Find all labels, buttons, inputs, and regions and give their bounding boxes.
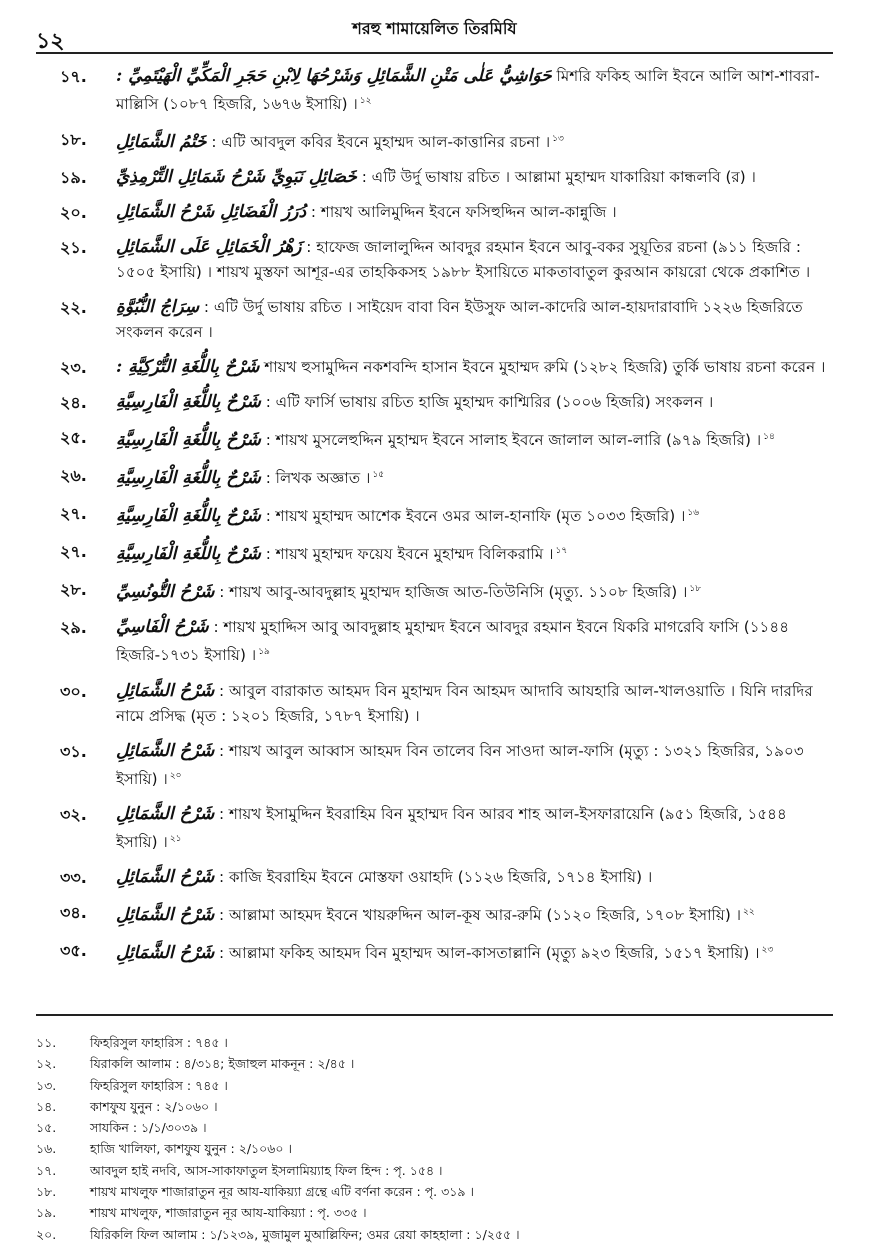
entry-text: শায়খ হুসামুদ্দিন নকশবন্দি হাসান ইবনে মুহাম্মদ রুমি (১২৮২ হিজরি) তুর্কি ভাষায় রচনা করেন ।: [264, 358, 826, 377]
entry-item: [60, 615, 833, 668]
footnote-text: যিরিকলি ফিল আলাম : ১/১২৩৯, মুজামুল মুআল্লিফিন; ওমর রেযা কাহহালা : ১/২৫৫ ।: [90, 1226, 520, 1242]
footnote-reference: ২০: [169, 770, 182, 781]
entry-text: মিশরি ফকিহ আলি ইবনে আলি আশ-শাবরা-মাল্লিসি (১০৮৭ হিজরি, ১৬৭৬ ইসায়ি) ।: [116, 67, 820, 114]
entry-number: ৩৪.: [60, 902, 87, 922]
entry-arabic-title: شَرْحُ الشَّمَائِلِ: [116, 866, 215, 887]
entry-number: ২০.: [60, 203, 87, 223]
entry-arabic-title: سِرَاجُ النُّبُوَّةِ: [116, 297, 200, 318]
footnote-number: ১৭.: [36, 1162, 57, 1178]
entry-item: [60, 64, 833, 117]
entry-item: [60, 390, 833, 415]
footnote-text: হাজি খালিফা, কাশফুয যুনুন : ২/১০৬০ ।: [90, 1141, 292, 1157]
entry-item: [60, 900, 833, 928]
page-header: [0, 8, 869, 54]
entry-number: ৩২.: [60, 804, 87, 824]
entry-number: ৩৩.: [60, 867, 87, 887]
footnote-text: ফিহরিসুল ফাহারিস : ৭৪৫ ।: [90, 1035, 228, 1050]
entry-text: : শায়খ আবুল আব্বাস আহমদ বিন তালেব বিন সাওদা আল-ফাসি (মৃত্যু : ১৩২১ হিজরির, ১৯০৩ ইসায়ি) ।: [116, 741, 804, 788]
footnote-reference: ১৬: [687, 508, 700, 519]
footnote-text: সাযকিন : ১/১/৩০৩৯ ।: [90, 1120, 207, 1136]
footnote-text: যিরাকলি আলাম : ৪/৩১৪; ইজাহুল মাকনূন : ২/৪৫ ।: [90, 1056, 355, 1072]
entry-number: ৩৫.: [60, 940, 87, 960]
entry-number: ২৬.: [60, 466, 87, 486]
entry-arabic-title: خَتْمُ الشَّمَائِلِ: [116, 132, 207, 153]
entry-arabic-title: شَرْحُ الشَّمَائِلِ: [116, 740, 215, 761]
entry-text: : লিখক অজ্ঞাত ।: [265, 469, 371, 488]
footnote-number: ১৩.: [36, 1077, 57, 1093]
entry-item: [60, 425, 833, 453]
entry-item: [60, 938, 833, 966]
entry-text: : আল্লামা আহমদ ইবনে খায়রুদ্দিন আল-কূষ আর-রুমি (১১২০ হিজরি, ১৭০৮ ইসায়ি) ।: [219, 905, 742, 924]
footnote-item: [36, 1181, 833, 1202]
footnote-item: [36, 1117, 833, 1138]
entry-arabic-title: دُرَرُ الْفَضَائِلِ شَرْحُ الشَّمَائِلِ: [116, 202, 307, 223]
entry-item: [60, 355, 833, 380]
footnote-item: [36, 1160, 833, 1181]
entry-text: : কাজি ইবরাহিম ইবনে মোস্তফা ওয়াহদি (১১২৬ হিজরি, ১৭১৪ ইসায়ি) ।: [219, 867, 653, 886]
footnote-list: [36, 1032, 833, 1245]
footnote-item: [36, 1202, 833, 1223]
footnote-item: [36, 1032, 833, 1053]
footnote-reference: ২২: [743, 906, 755, 917]
entry-number: ১৭.: [60, 67, 87, 86]
entry-item: [60, 577, 833, 605]
entry-arabic-title: زَهْرُ الْخَمَائِلِ عَلَى الشَّمَائِلِ: [116, 237, 302, 258]
entry-arabic-title: شَرْحُ الشَّمَائِلِ: [116, 942, 215, 963]
footnote-reference: ১৫: [372, 470, 385, 481]
entry-number: ২৮.: [60, 580, 87, 600]
footnote-item: [36, 1075, 833, 1096]
entry-arabic-title: شَرْحُ الشَّمَائِلِ: [116, 680, 215, 701]
footnote-reference: ১২: [359, 96, 372, 106]
entry-text: : এটি উর্দু ভাষায় রচিত । আল্লামা মুহাম্মদ যাকারিয়া কান্ধলবি (র) ।: [361, 168, 756, 187]
footnote-number: ২০.: [36, 1226, 57, 1242]
footnote-number: ১৬.: [36, 1141, 57, 1157]
footnote-text: শায়খ মাখলুফ, শাজারাতুন নূর আয-যাকিয়্যা : পৃ. ৩৩৫ ।: [90, 1205, 367, 1221]
entry-arabic-title: شَرْحُ الْفَاسِيِّ: [116, 617, 209, 638]
footnote-reference: ১৮: [689, 584, 702, 595]
entry-item: [60, 501, 833, 529]
entry-arabic-title: شَرْحُ الشَّمَائِلِ: [116, 904, 215, 925]
entry-arabic-title: شَرْحٌ بِاللُّغَةِ الْفَارِسِيَّةِ: [116, 468, 261, 489]
entry-item: [60, 463, 833, 491]
entry-item: [60, 165, 833, 190]
footnote-reference: ১৩: [552, 134, 564, 145]
entry-number: ২৩.: [60, 358, 87, 378]
entry-text: : শায়খ মুহাদ্দিস আবু আবদুল্লাহ মুহাম্মদ ইবনে আবদুর রহমান ইবনে যিকরি মাগরেবি ফাসি (১১৪৪ হিজরি-১৭৩১ ইসায়ি) ।: [116, 618, 790, 665]
entry-item: [60, 739, 833, 792]
entry-arabic-title: شَرْحٌ بِاللُّغَةِ الْفَارِسِيَّةِ: [116, 506, 261, 527]
entry-text: : এটি ফার্সি ভাষায় রচিত হাজি মুহাম্মদ কাশ্মিরির (১০০৬ হিজরি) সংকলন ।: [265, 393, 714, 412]
entry-number: ২৭.: [60, 542, 87, 562]
entry-number: ২৫.: [60, 428, 87, 448]
footnote-item: [36, 1138, 833, 1159]
footnote-item: [36, 1096, 833, 1117]
entry-number: ২৯.: [60, 618, 87, 638]
entry-item: [60, 679, 833, 729]
footnote-number: ১৫.: [36, 1120, 57, 1136]
footnote-text: ফিহরিসুল ফাহারিস : ৭৪৫ ।: [90, 1077, 228, 1093]
entry-arabic-title: شَرْحٌ بِاللُّغَةِ الْفَارِسِيَّةِ: [116, 430, 261, 451]
entry-number: ১৯.: [60, 168, 87, 188]
entry-number: ২২.: [60, 298, 87, 318]
footnote-number: ১৪.: [36, 1098, 57, 1114]
entry-number: ২১.: [60, 238, 87, 258]
footnote-reference: ২৩: [761, 944, 774, 955]
footnote-text: শায়খ মাখলুফ শাজারাতুন নূর আয-যাকিয়্যা গ্রন্থে এটি বর্ণনা করেন : পৃ. ৩১৯ ।: [90, 1184, 474, 1200]
footnote-reference: ১৯: [258, 647, 270, 658]
entry-arabic-title: شَرْحُ الشَّمَائِلِ: [116, 803, 215, 824]
footnote-reference: ১৭: [555, 546, 568, 557]
entry-arabic-title: شَرْحٌ بِاللُّغَةِ الْفَارِسِيَّةِ: [116, 544, 261, 565]
entry-arabic-title: شَرْحٌ بِاللُّغَةِ الْفَارِسِيَّةِ: [116, 392, 261, 413]
entry-number: ২৪.: [60, 393, 87, 413]
footnote-text: আবদুল হাই নদবি, আস-সাকাফাতুল ইসলামিয়্যাহ ফিল হিন্দ : পৃ. ১৫৪ ।: [90, 1162, 443, 1178]
entry-item: [60, 802, 833, 855]
entry-item: [60, 539, 833, 567]
entry-arabic-title: شَرْحٌ بِاللُّغَةِ التُّرْكِيَّةِ :: [116, 357, 260, 378]
entry-text: : আবুল বারাকাত আহমদ বিন মুহাম্মদ বিন আহমদ আদাবি আযহারি আল-খালওয়াতি । যিনি দারদির নামে প্রসিদ্ধ (মৃত : ১২০১ হিজরি, ১৭৮৭ ইসায়ি) ।: [116, 681, 813, 725]
entry-arabic-title: خَصَائِلِ نَبَوِيِّ شَرْحُ شَمَائِلِ التِّرْمِذِيِّ: [116, 167, 357, 188]
footnote-item: [36, 1224, 833, 1245]
entry-item: [60, 200, 833, 225]
entry-item: [60, 127, 833, 155]
footnote-number: ১৯.: [36, 1205, 57, 1221]
entry-list: [60, 64, 833, 976]
entry-text: : শায়খ আবু-আবদুল্লাহ মুহাম্মদ হাজিজ আত-তিউনিসি (মৃত্যু. ১১০৮ হিজরি) ।: [219, 583, 688, 602]
footnote-item: [36, 1053, 833, 1074]
entry-item: [60, 865, 833, 890]
footnote-reference: ২১: [169, 833, 182, 844]
footnote-text: কাশফুয যুনুন : ২/১০৬০ ।: [90, 1098, 218, 1114]
entry-text: : হাফেজ জালালুদ্দিন আবদুর রহমান ইবনে আবু-বকর সুয়ূতির রচনা (৯১১ হিজরি : ১৫০৫ ইসায়ি) । শায়খ মুস্তফা আশূর-এর তাহকিকসহ ১৯৮৮ ইসায়িতে মাকতাবাতুল কুরআন কায়রো থেকে প্রকাশিত ।: [116, 238, 811, 282]
entry-text: : এটি আবদুল কবির ইবনে মুহাম্মদ আল-কাত্তানির রচনা ।: [211, 133, 551, 152]
entry-text: : শায়খ মুহাম্মদ আশেক ইবনে ওমর আল-হানাফি (মৃত ১০৩৩ হিজরি) ।: [265, 507, 686, 526]
entry-text: : শায়খ ইসামুদ্দিন ইবরাহিম বিন মুহাম্মদ বিন আরব শাহ আল-ইসফারায়েনি (৯৫১ হিজরি, ১৫৪৪ ইসায়ি) ।: [116, 804, 787, 851]
entry-arabic-title: شَرْحُ التُّونُسِيِّ: [116, 582, 215, 603]
entry-text: : এটি উর্দু ভাষায় রচিত । সাইয়েদ বাবা বিন ইউসুফ আল-কাদেরি আল-হায়দারাবাদি ১২২৬ হিজরিতে সংকলন করেন ।: [116, 298, 803, 342]
entry-number: ২৭.: [60, 504, 87, 524]
entry-item: [60, 235, 833, 285]
entry-number: ১৮.: [60, 130, 87, 150]
entry-arabic-title: حَوَاشِيُّ عَلٰى مَتْنِ الشَّمَائِلِ وَشَرْحُهَا لِابْنِ حَجَرِ الْمَكِّيِّ الْهَيْتَمِيِّ :: [116, 66, 552, 86]
header-rule: [36, 52, 833, 54]
footnote-number: ১১.: [36, 1035, 57, 1050]
running-title: শরহু শামায়েলিত তিরমিযি: [352, 19, 517, 38]
entry-text: : আল্লামা ফকিহ আহমদ বিন মুহাম্মদ আল-কাসতাল্লানি (মৃত্যু ৯২৩ হিজরি, ১৫১৭ ইসায়ি) ।: [219, 943, 760, 962]
entry-text: : শায়খ আলিমুদ্দিন ইবনে ফসিহুদ্দিন আল-কান্নুজি ।: [310, 203, 617, 222]
entry-item: [60, 295, 833, 345]
entry-text: : শায়খ মুসলেহুদ্দিন মুহাম্মদ ইবনে সালাহ ইবনে জালাল আল-লারি (৯৭৯ হিজরি) ।: [265, 431, 762, 450]
footnote-reference: ১৪: [763, 432, 775, 443]
footnote-number: ১৮.: [36, 1184, 57, 1200]
entry-text: : শায়খ মুহাম্মদ ফয়েয ইবনে মুহাম্মদ বিলিকরামি ।: [265, 545, 554, 564]
footnote-rule: [36, 1014, 833, 1016]
entry-number: ৩০.: [60, 681, 87, 701]
footnote-number: ১২.: [36, 1056, 57, 1072]
page-number: ১২: [36, 29, 65, 54]
entry-number: ৩১.: [60, 741, 87, 761]
